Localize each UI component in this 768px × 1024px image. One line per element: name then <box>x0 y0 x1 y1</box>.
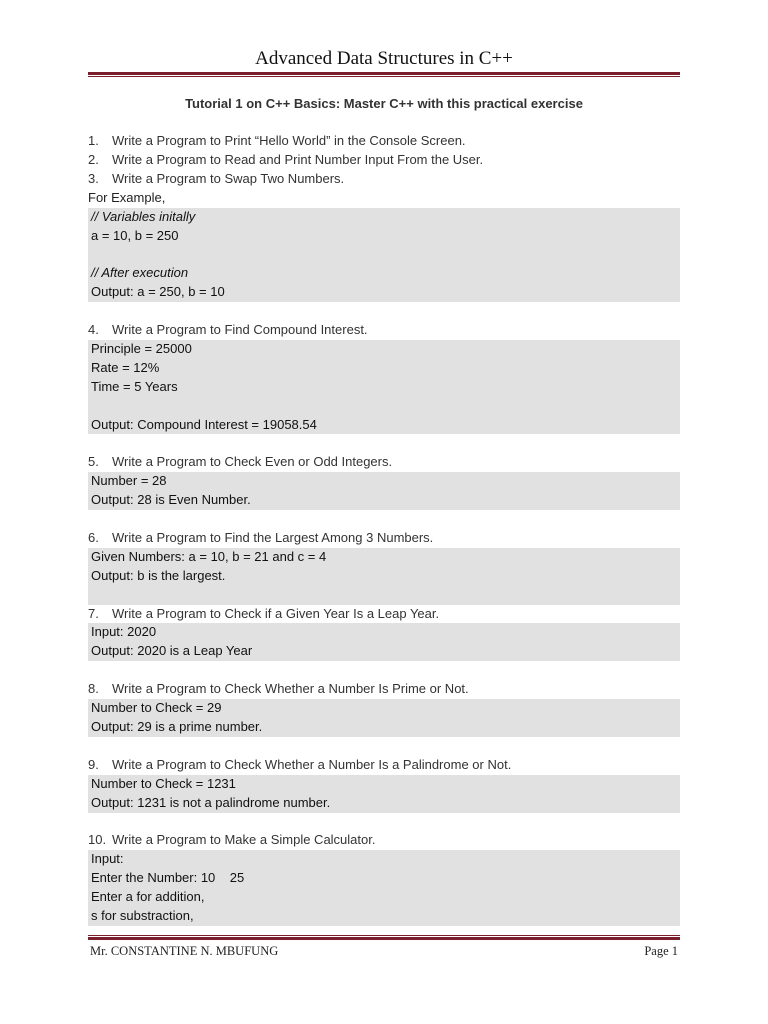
question-4: 4. Write a Program to Find Compound Interest. <box>88 322 368 338</box>
code-line: Number to Check = 1231 <box>91 775 236 791</box>
question-8: 8. Write a Program to Check Whether a Number Is Prime or Not. <box>88 681 469 697</box>
page-number: Page 1 <box>644 944 678 958</box>
example-box-7 <box>88 623 680 661</box>
code-comment: // After execution <box>91 265 189 281</box>
code-line: Input: 2020 <box>91 624 157 640</box>
example-box-5 <box>88 472 680 510</box>
code-line: Enter the Number: 10 25 <box>91 870 245 886</box>
code-line: Rate = 12% <box>91 359 160 375</box>
code-line: a = 10, b = 250 <box>91 227 179 243</box>
example-label: For Example, <box>88 189 166 205</box>
code-line: Number = 28 <box>91 473 167 489</box>
code-comment: // Variables initally <box>91 208 196 224</box>
code-line: Output: b is the largest. <box>91 567 226 583</box>
code-line: Output: 1231 is not a palindrome number. <box>91 794 331 810</box>
code-line: Output: 2020 is a Leap Year <box>91 643 253 659</box>
example-box-6 <box>88 548 680 605</box>
example-box-8 <box>88 699 680 737</box>
question-2: 2. Write a Program to Read and Print Number Input From the User. <box>88 151 484 167</box>
code-line: Output: a = 250, b = 10 <box>91 284 225 300</box>
example-box-10 <box>88 850 680 926</box>
question-10: 10. Write a Program to Make a Simple Calculator. <box>88 832 376 848</box>
code-line: Principle = 25000 <box>91 340 192 356</box>
example-box-9 <box>88 775 680 813</box>
page-title: Advanced Data Structures in C++ <box>255 48 513 69</box>
code-line: Number to Check = 29 <box>91 700 222 716</box>
question-7: 7. Write a Program to Check if a Given Year Is a Leap Year. <box>88 605 440 621</box>
footer-rule <box>88 935 680 940</box>
document-body <box>88 132 680 926</box>
code-line: s for substraction, <box>91 908 194 924</box>
page-footer <box>90 944 678 959</box>
tutorial-subtitle: Tutorial 1 on C++ Basics: Master C++ with this practical exercise <box>185 96 583 111</box>
code-line: Given Numbers: a = 10, b = 21 and c = 4 <box>91 548 327 564</box>
author-name: Mr. CONSTANTINE N. MBUFUNG <box>90 944 279 958</box>
code-line: Output: 28 is Even Number. <box>91 492 251 508</box>
example-box-3 <box>88 208 680 303</box>
code-line: Time = 5 Years <box>91 378 178 394</box>
header-rule <box>88 72 680 77</box>
code-line: Input: <box>91 851 124 867</box>
question-1: 1. Write a Program to Print “Hello World” in the Console Screen. <box>88 133 466 148</box>
code-line: Output: Compound Interest = 19058.54 <box>91 416 317 432</box>
question-6: 6. Write a Program to Find the Largest Among 3 Numbers. <box>88 529 434 545</box>
question-5: 5. Write a Program to Check Even or Odd Integers. <box>88 454 393 470</box>
question-9: 9. Write a Program to Check Whether a Number Is a Palindrome or Not. <box>88 756 512 772</box>
question-3: 3. Write a Program to Swap Two Numbers. <box>88 170 345 186</box>
example-box-4 <box>88 340 680 435</box>
code-line: Output: 29 is a prime number. <box>91 718 263 734</box>
code-line: Enter a for addition, <box>91 889 205 905</box>
